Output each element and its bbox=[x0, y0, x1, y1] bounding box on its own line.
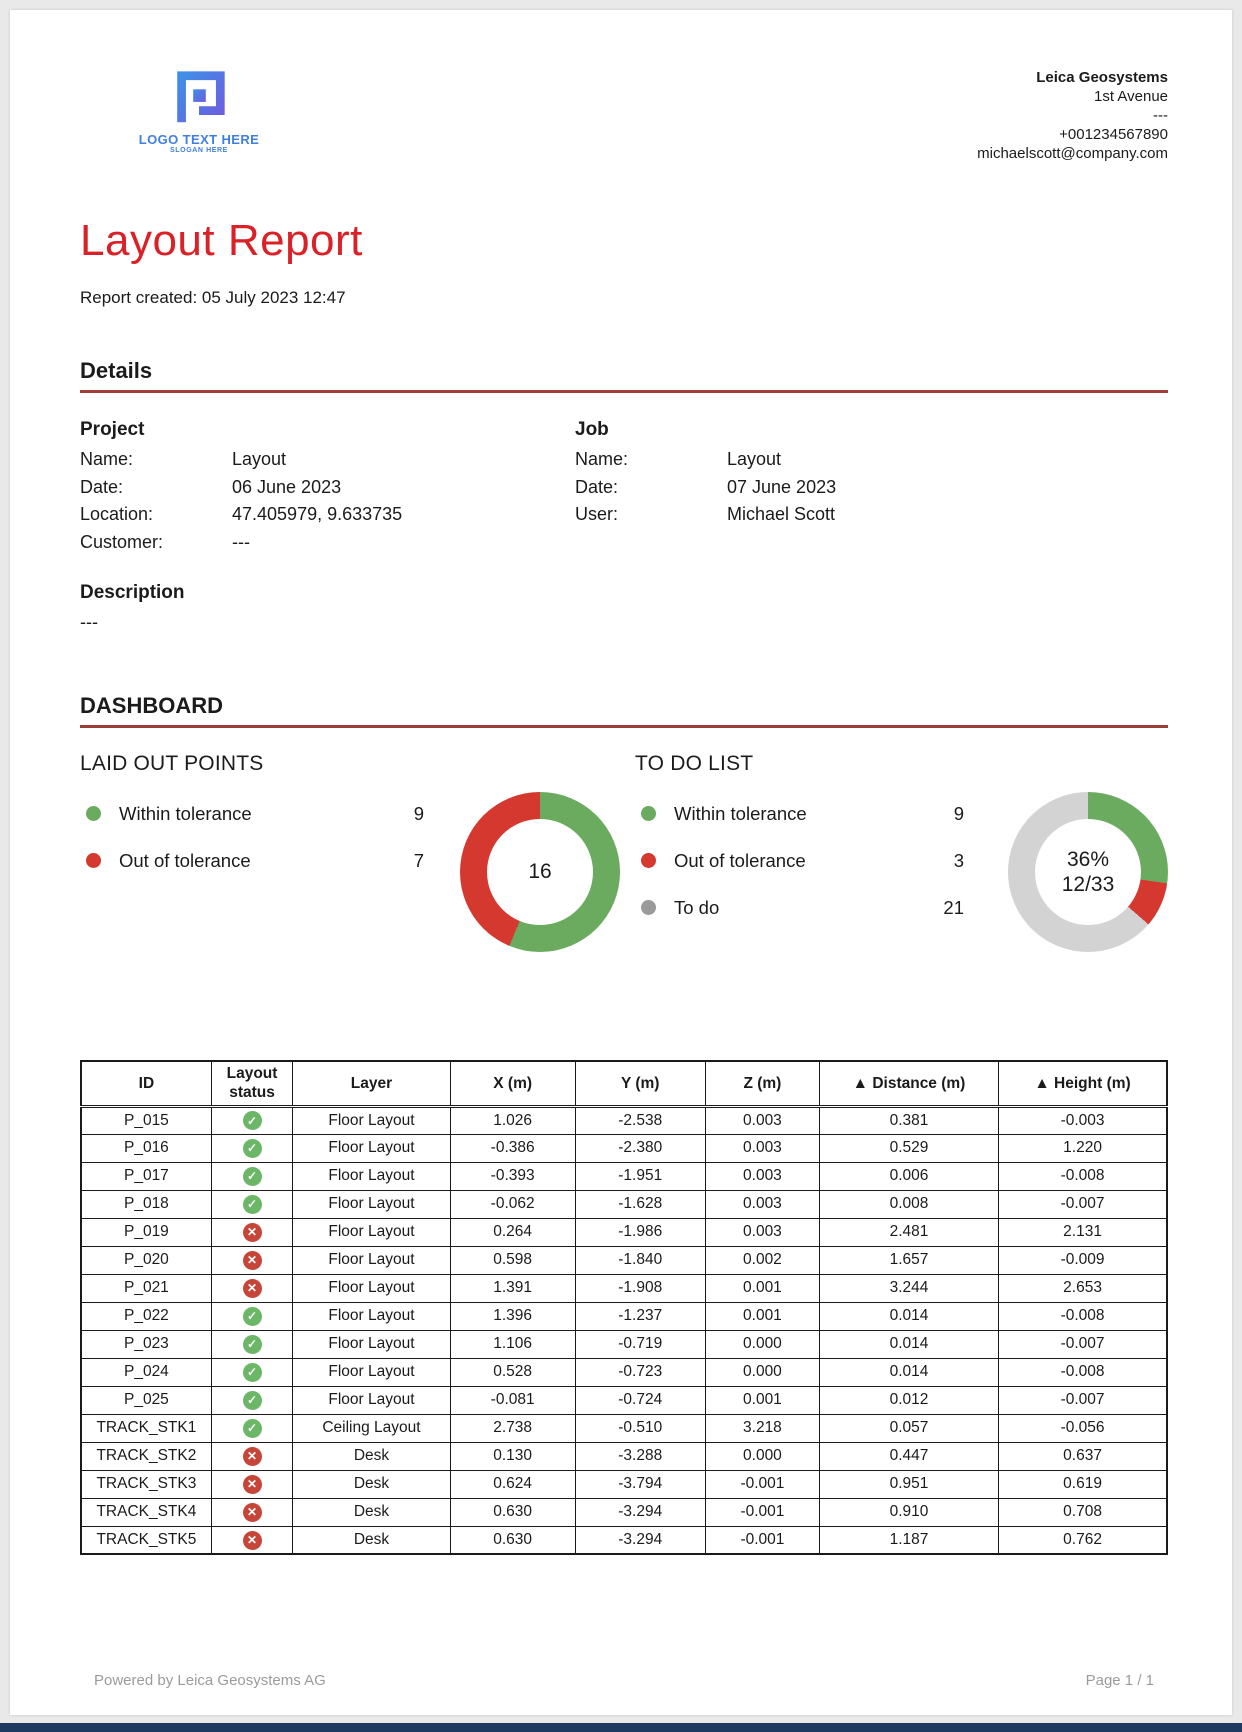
donut-center-label bbox=[487, 819, 593, 925]
cell-layer: Floor Layout bbox=[293, 1330, 450, 1358]
legend-label: Within tolerance bbox=[674, 802, 807, 824]
table-row bbox=[81, 1106, 1167, 1134]
legend-item bbox=[635, 837, 970, 884]
legend-item bbox=[80, 790, 430, 837]
cell-x: 0.630 bbox=[450, 1498, 575, 1526]
cell-y: -0.510 bbox=[575, 1414, 705, 1442]
status-fail-icon: ✕ bbox=[243, 1447, 262, 1466]
project-location-row bbox=[80, 501, 575, 529]
cell-y: -1.908 bbox=[575, 1274, 705, 1302]
todo-list-legend bbox=[635, 782, 970, 952]
cell-layer: Floor Layout bbox=[293, 1134, 450, 1162]
project-details bbox=[80, 419, 575, 556]
cell-height: 0.619 bbox=[999, 1470, 1167, 1498]
cell-status bbox=[211, 1162, 292, 1190]
cell-height: 2.653 bbox=[999, 1274, 1167, 1302]
cell-y: -1.237 bbox=[575, 1302, 705, 1330]
field-value: Michael Scott bbox=[727, 504, 836, 524]
cell-id: TRACK_STK2 bbox=[81, 1442, 211, 1470]
section-rule bbox=[80, 725, 1168, 728]
column-header-distance: ▲ Distance (m) bbox=[819, 1061, 998, 1106]
cell-x: 0.130 bbox=[450, 1442, 575, 1470]
page-footer bbox=[80, 1672, 1168, 1693]
cell-x: 1.026 bbox=[450, 1106, 575, 1134]
column-header-y: Y (m) bbox=[575, 1061, 705, 1106]
cell-y: -2.538 bbox=[575, 1106, 705, 1134]
cell-layer: Desk bbox=[293, 1526, 450, 1554]
page-number: Page 1 / 1 bbox=[1085, 1672, 1154, 1689]
legend-value: 9 bbox=[413, 802, 424, 824]
cell-distance: 0.529 bbox=[819, 1134, 998, 1162]
cell-height: 2.131 bbox=[999, 1218, 1167, 1246]
cell-id: P_015 bbox=[81, 1106, 211, 1134]
table-row bbox=[81, 1526, 1167, 1554]
todo-list-title: TO DO LIST bbox=[635, 752, 754, 775]
green-dot-icon bbox=[641, 806, 656, 821]
cell-id: P_024 bbox=[81, 1358, 211, 1386]
cell-z: 0.003 bbox=[705, 1218, 819, 1246]
cell-z: 0.003 bbox=[705, 1134, 819, 1162]
status-ok-icon: ✓ bbox=[243, 1391, 262, 1410]
cell-distance: 0.057 bbox=[819, 1414, 998, 1442]
legend-item bbox=[635, 884, 970, 931]
cell-id: TRACK_STK1 bbox=[81, 1414, 211, 1442]
column-header-layout-status: Layout status bbox=[211, 1061, 292, 1106]
cell-status bbox=[211, 1414, 292, 1442]
cell-layer: Floor Layout bbox=[293, 1274, 450, 1302]
cell-y: -1.840 bbox=[575, 1246, 705, 1274]
cell-z: 0.003 bbox=[705, 1162, 819, 1190]
cell-id: TRACK_STK4 bbox=[81, 1498, 211, 1526]
table-row bbox=[81, 1302, 1167, 1330]
legend-value: 3 bbox=[953, 849, 964, 871]
table-row bbox=[81, 1358, 1167, 1386]
column-header-layer: Layer bbox=[293, 1061, 450, 1106]
cell-status bbox=[211, 1330, 292, 1358]
donut-total: 16 bbox=[528, 860, 552, 884]
cell-z: -0.001 bbox=[705, 1498, 819, 1526]
cell-layer: Desk bbox=[293, 1498, 450, 1526]
cell-z: 0.001 bbox=[705, 1274, 819, 1302]
cell-x: 0.598 bbox=[450, 1246, 575, 1274]
job-heading: Job bbox=[575, 419, 609, 440]
page-title: Layout Report bbox=[80, 216, 363, 265]
laid-out-points-donut-chart bbox=[460, 792, 620, 952]
table-header-row bbox=[81, 1061, 1167, 1106]
cell-x: 2.738 bbox=[450, 1414, 575, 1442]
cell-height: -0.008 bbox=[999, 1358, 1167, 1386]
status-ok-icon: ✓ bbox=[243, 1111, 262, 1130]
status-fail-icon: ✕ bbox=[243, 1223, 262, 1242]
status-ok-icon: ✓ bbox=[243, 1307, 262, 1326]
table-row bbox=[81, 1470, 1167, 1498]
cell-z: 0.003 bbox=[705, 1190, 819, 1218]
cell-x: 1.106 bbox=[450, 1330, 575, 1358]
status-ok-icon: ✓ bbox=[243, 1363, 262, 1382]
donut-center-label bbox=[1035, 819, 1141, 925]
cell-distance: 0.006 bbox=[819, 1162, 998, 1190]
contact-company: Leica Geosystems bbox=[1036, 69, 1168, 86]
project-date-row bbox=[80, 474, 575, 502]
cell-layer: Desk bbox=[293, 1470, 450, 1498]
cell-y: -1.986 bbox=[575, 1218, 705, 1246]
table-row bbox=[81, 1246, 1167, 1274]
status-ok-icon: ✓ bbox=[243, 1419, 262, 1438]
cell-height: 0.708 bbox=[999, 1498, 1167, 1526]
cell-distance: 0.008 bbox=[819, 1190, 998, 1218]
cell-layer: Floor Layout bbox=[293, 1358, 450, 1386]
job-name-row bbox=[575, 446, 1168, 474]
table-row bbox=[81, 1134, 1167, 1162]
status-fail-icon: ✕ bbox=[243, 1531, 262, 1550]
cell-x: -0.081 bbox=[450, 1386, 575, 1414]
field-label: Customer: bbox=[80, 531, 164, 552]
todo-list-panel bbox=[635, 752, 1168, 952]
project-customer-row bbox=[80, 529, 575, 557]
table-row bbox=[81, 1386, 1167, 1414]
page-header bbox=[80, 68, 1168, 168]
cell-height: -0.008 bbox=[999, 1162, 1167, 1190]
todo-list-donut-chart bbox=[1008, 792, 1168, 952]
cell-id: P_022 bbox=[81, 1302, 211, 1330]
cell-x: -0.386 bbox=[450, 1134, 575, 1162]
table-row bbox=[81, 1190, 1167, 1218]
field-label: Name: bbox=[80, 449, 134, 469]
status-fail-icon: ✕ bbox=[243, 1475, 262, 1494]
cell-status bbox=[211, 1106, 292, 1134]
contact-address: 1st Avenue bbox=[1094, 88, 1168, 105]
cell-y: -0.719 bbox=[575, 1330, 705, 1358]
points-table bbox=[80, 1060, 1168, 1555]
job-user-row bbox=[575, 501, 1168, 529]
cell-distance: 1.187 bbox=[819, 1526, 998, 1554]
cell-distance: 0.014 bbox=[819, 1302, 998, 1330]
legend-label: To do bbox=[674, 896, 720, 918]
cell-z: 3.218 bbox=[705, 1414, 819, 1442]
cell-y: -0.724 bbox=[575, 1386, 705, 1414]
cell-layer: Ceiling Layout bbox=[293, 1414, 450, 1442]
cell-status bbox=[211, 1274, 292, 1302]
status-fail-icon: ✕ bbox=[243, 1279, 262, 1298]
cell-status bbox=[211, 1498, 292, 1526]
laid-out-points-legend bbox=[80, 782, 430, 952]
cell-z: 0.001 bbox=[705, 1302, 819, 1330]
cell-id: P_025 bbox=[81, 1386, 211, 1414]
cell-layer: Floor Layout bbox=[293, 1162, 450, 1190]
cell-z: -0.001 bbox=[705, 1526, 819, 1554]
cell-z: 0.002 bbox=[705, 1246, 819, 1274]
cell-layer: Floor Layout bbox=[293, 1246, 450, 1274]
field-label: Name: bbox=[575, 449, 629, 469]
cell-status bbox=[211, 1134, 292, 1162]
cell-height: -0.003 bbox=[999, 1106, 1167, 1134]
cell-x: -0.393 bbox=[450, 1162, 575, 1190]
details-heading: Details bbox=[80, 358, 153, 383]
legend-item bbox=[635, 790, 970, 837]
cell-status bbox=[211, 1358, 292, 1386]
cell-height: -0.007 bbox=[999, 1190, 1167, 1218]
cell-id: P_017 bbox=[81, 1162, 211, 1190]
laid-out-points-title: LAID OUT POINTS bbox=[80, 752, 264, 775]
cell-height: -0.009 bbox=[999, 1246, 1167, 1274]
cell-status bbox=[211, 1526, 292, 1554]
cell-height: -0.056 bbox=[999, 1414, 1167, 1442]
project-heading: Project bbox=[80, 419, 145, 440]
legend-label: Within tolerance bbox=[119, 802, 252, 824]
cell-y: -3.294 bbox=[575, 1526, 705, 1554]
field-value: --- bbox=[232, 531, 250, 552]
cell-distance: 0.014 bbox=[819, 1358, 998, 1386]
status-ok-icon: ✓ bbox=[243, 1335, 262, 1354]
cell-layer: Floor Layout bbox=[293, 1218, 450, 1246]
donut-fraction: 12/33 bbox=[1061, 873, 1115, 896]
job-details bbox=[575, 419, 1168, 556]
cell-y: -2.380 bbox=[575, 1134, 705, 1162]
cell-z: -0.001 bbox=[705, 1470, 819, 1498]
column-header-x: X (m) bbox=[450, 1061, 575, 1106]
contact-phone: +001234567890 bbox=[1059, 126, 1168, 143]
section-rule bbox=[80, 390, 1168, 393]
points-table-body bbox=[81, 1106, 1167, 1554]
job-date-row bbox=[575, 474, 1168, 502]
cell-x: 0.264 bbox=[450, 1218, 575, 1246]
legend-label: Out of tolerance bbox=[674, 849, 806, 871]
legend-label: Out of tolerance bbox=[119, 849, 251, 871]
cell-layer: Floor Layout bbox=[293, 1386, 450, 1414]
table-row bbox=[81, 1218, 1167, 1246]
table-row bbox=[81, 1330, 1167, 1358]
cell-z: 0.000 bbox=[705, 1442, 819, 1470]
cell-status bbox=[211, 1386, 292, 1414]
bottom-bar bbox=[0, 1723, 1242, 1732]
dashboard-heading: DASHBOARD bbox=[80, 693, 223, 718]
cell-z: 0.000 bbox=[705, 1330, 819, 1358]
cell-height: -0.007 bbox=[999, 1330, 1167, 1358]
field-label: Date: bbox=[80, 476, 124, 497]
cell-y: -0.723 bbox=[575, 1358, 705, 1386]
cell-x: 0.528 bbox=[450, 1358, 575, 1386]
cell-y: -3.288 bbox=[575, 1442, 705, 1470]
cell-y: -3.794 bbox=[575, 1470, 705, 1498]
company-logo bbox=[104, 68, 294, 168]
status-ok-icon: ✓ bbox=[243, 1139, 262, 1158]
description-value: --- bbox=[80, 612, 98, 632]
cell-distance: 0.012 bbox=[819, 1386, 998, 1414]
cell-x: 1.396 bbox=[450, 1302, 575, 1330]
cell-distance: 0.381 bbox=[819, 1106, 998, 1134]
laid-out-points-panel bbox=[80, 752, 635, 952]
field-value: 06 June 2023 bbox=[232, 476, 342, 497]
red-dot-icon bbox=[641, 853, 656, 868]
cell-distance: 3.244 bbox=[819, 1274, 998, 1302]
logo-text: LOGO TEXT HERE bbox=[138, 132, 260, 147]
red-dot-icon bbox=[86, 853, 101, 868]
column-header-height: ▲ Height (m) bbox=[999, 1061, 1167, 1106]
cell-height: 0.762 bbox=[999, 1526, 1167, 1554]
cell-id: P_018 bbox=[81, 1190, 211, 1218]
field-value: Layout bbox=[232, 449, 287, 469]
cell-height: 0.637 bbox=[999, 1442, 1167, 1470]
cell-status bbox=[211, 1218, 292, 1246]
cell-id: P_023 bbox=[81, 1330, 211, 1358]
cell-y: -1.951 bbox=[575, 1162, 705, 1190]
contact-block bbox=[977, 68, 1168, 168]
field-label: Date: bbox=[575, 476, 619, 497]
cell-id: P_019 bbox=[81, 1218, 211, 1246]
cell-distance: 0.014 bbox=[819, 1330, 998, 1358]
field-value: 47.405979, 9.633735 bbox=[232, 504, 403, 524]
cell-height: 1.220 bbox=[999, 1134, 1167, 1162]
cell-x: 0.624 bbox=[450, 1470, 575, 1498]
cell-layer: Desk bbox=[293, 1442, 450, 1470]
table-row bbox=[81, 1414, 1167, 1442]
table-row bbox=[81, 1162, 1167, 1190]
donut-percent: 36% bbox=[1066, 847, 1110, 871]
cell-distance: 1.657 bbox=[819, 1246, 998, 1274]
cell-id: P_021 bbox=[81, 1274, 211, 1302]
field-value: Layout bbox=[727, 449, 782, 469]
cell-id: TRACK_STK5 bbox=[81, 1526, 211, 1554]
legend-value: 7 bbox=[413, 849, 424, 871]
cell-distance: 2.481 bbox=[819, 1218, 998, 1246]
project-name-row bbox=[80, 446, 575, 474]
status-fail-icon: ✕ bbox=[243, 1503, 262, 1522]
cell-height: -0.007 bbox=[999, 1386, 1167, 1414]
dashboard-section bbox=[80, 633, 1168, 952]
column-header-id: ID bbox=[81, 1061, 211, 1106]
cell-z: 0.000 bbox=[705, 1358, 819, 1386]
green-dot-icon bbox=[86, 806, 101, 821]
field-label: User: bbox=[575, 504, 619, 524]
contact-separator: --- bbox=[1153, 107, 1168, 124]
cell-status bbox=[211, 1470, 292, 1498]
logo-slogan: SLOGAN HERE bbox=[170, 147, 228, 154]
table-row bbox=[81, 1442, 1167, 1470]
cell-y: -1.628 bbox=[575, 1190, 705, 1218]
cell-y: -3.294 bbox=[575, 1498, 705, 1526]
cell-status bbox=[211, 1302, 292, 1330]
cell-x: 0.630 bbox=[450, 1526, 575, 1554]
legend-value: 9 bbox=[953, 802, 964, 824]
cell-height: -0.008 bbox=[999, 1302, 1167, 1330]
cell-distance: 0.910 bbox=[819, 1498, 998, 1526]
cell-id: P_016 bbox=[81, 1134, 211, 1162]
field-label: Location: bbox=[80, 504, 154, 524]
cell-layer: Floor Layout bbox=[293, 1106, 450, 1134]
cell-status bbox=[211, 1442, 292, 1470]
cell-id: TRACK_STK3 bbox=[81, 1470, 211, 1498]
status-ok-icon: ✓ bbox=[243, 1167, 262, 1186]
cell-status bbox=[211, 1190, 292, 1218]
cell-z: 0.001 bbox=[705, 1386, 819, 1414]
field-value: 07 June 2023 bbox=[727, 476, 837, 497]
legend-item bbox=[80, 837, 430, 884]
details-section bbox=[80, 308, 1168, 633]
table-row bbox=[81, 1498, 1167, 1526]
cell-status bbox=[211, 1246, 292, 1274]
cell-x: -0.062 bbox=[450, 1190, 575, 1218]
status-ok-icon: ✓ bbox=[243, 1195, 262, 1214]
report-created-text: Report created: 05 July 2023 12:47 bbox=[80, 288, 346, 307]
table-row bbox=[81, 1274, 1167, 1302]
legend-value: 21 bbox=[943, 896, 964, 918]
cell-id: P_020 bbox=[81, 1246, 211, 1274]
report-page bbox=[10, 10, 1232, 1715]
powered-by-text: Powered by Leica Geosystems AG bbox=[94, 1672, 326, 1689]
cell-distance: 0.951 bbox=[819, 1470, 998, 1498]
cell-layer: Floor Layout bbox=[293, 1302, 450, 1330]
column-header-z: Z (m) bbox=[705, 1061, 819, 1106]
cell-x: 1.391 bbox=[450, 1274, 575, 1302]
logo-square-icon bbox=[104, 68, 294, 130]
contact-email: michaelscott@company.com bbox=[977, 145, 1168, 162]
cell-z: 0.003 bbox=[705, 1106, 819, 1134]
status-fail-icon: ✕ bbox=[243, 1251, 262, 1270]
cell-distance: 0.447 bbox=[819, 1442, 998, 1470]
description-heading: Description bbox=[80, 582, 185, 603]
cell-layer: Floor Layout bbox=[293, 1190, 450, 1218]
gray-dot-icon bbox=[641, 900, 656, 915]
